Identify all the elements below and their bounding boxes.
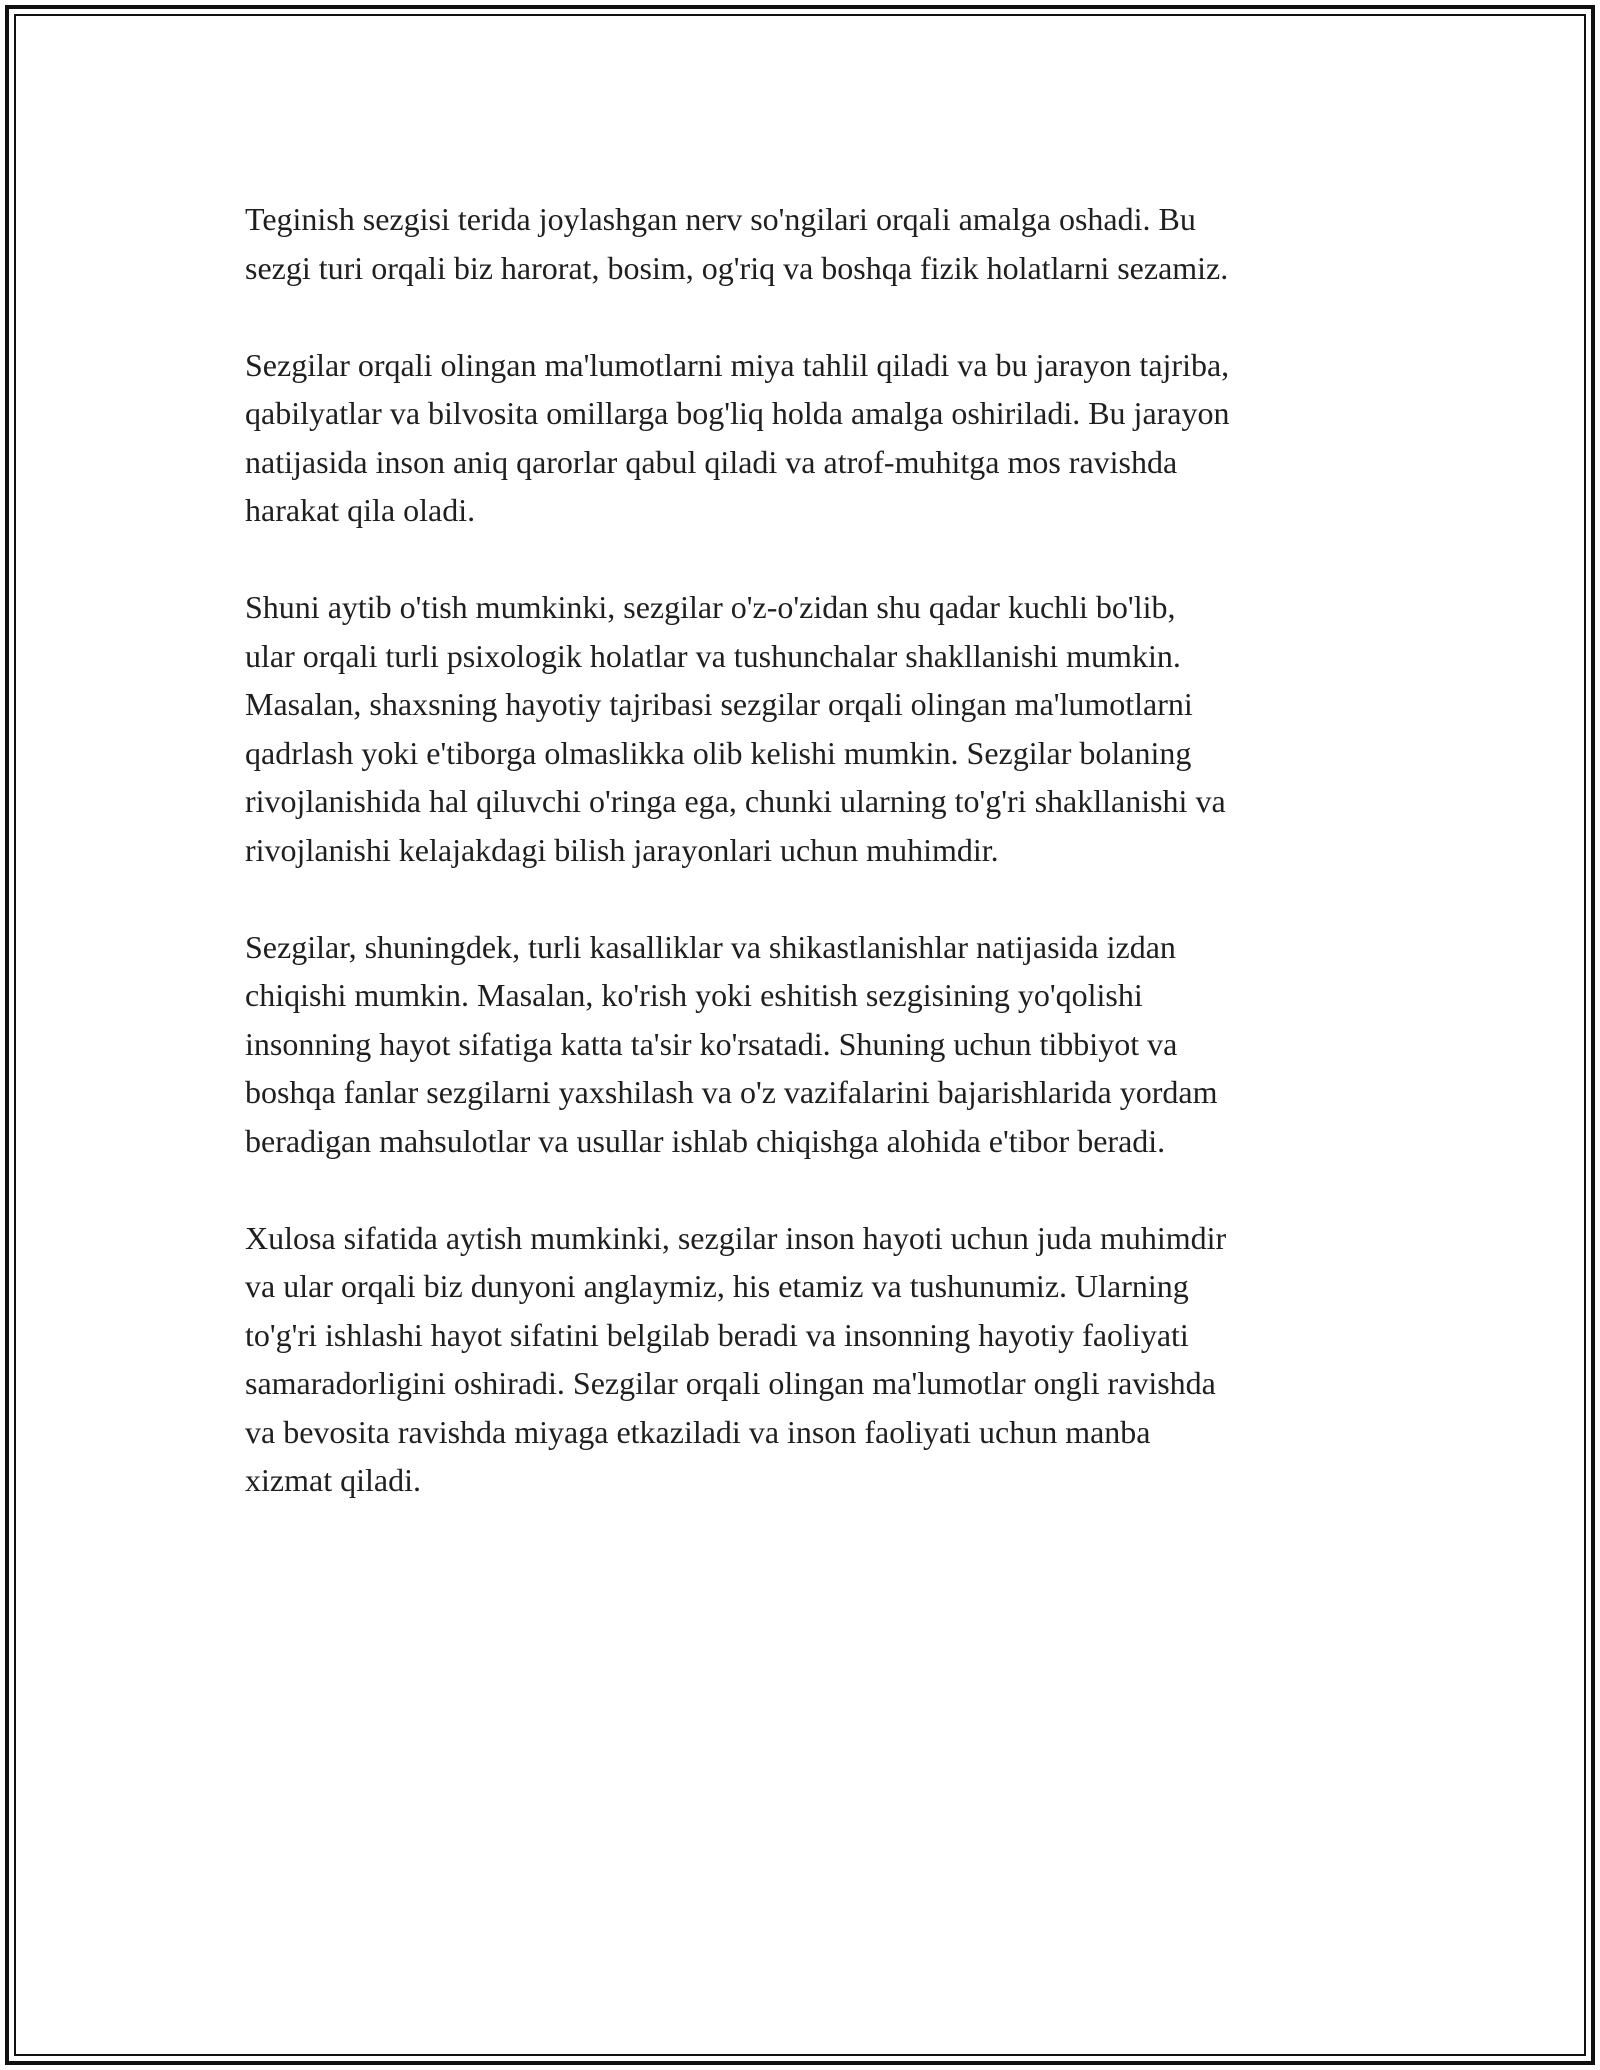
- text-line: qabilyatlar va bilvosita omillarga bog'liq holda amalga oshiriladi. Bu jarayon: [245, 395, 1230, 431]
- page-border: [5, 5, 1595, 2065]
- text-line: Masalan, shaxsning hayotiy tajribasi sezgilar orqali olingan ma'lumotlarni: [245, 686, 1193, 722]
- text-line: insonning hayot sifatiga katta ta'sir ko'rsatadi. Shuning uchun tibbiyot va: [245, 1025, 1178, 1062]
- text-line: samaradorligini oshiradi. Sezgilar orqali olingan ma'lumotlar ongli ravishda: [245, 1365, 1216, 1401]
- paragraph-4: [245, 923, 1395, 1166]
- text-line: Sezgilar orqali olingan ma'lumotlarni miya tahlil qiladi va bu jarayon tajriba,: [245, 346, 1230, 383]
- text-line: beradigan mahsulotlar va usullar ishlab chiqishga alohida e'tibor beradi.: [245, 1122, 1166, 1159]
- text-line: rivojlanishida hal qiluvchi o'ringa ega, chunki ularning to'g'ri shakllanishi va: [245, 783, 1226, 819]
- text-line: va ular orqali biz dunyoni anglaymiz, his etamiz va tushunumiz. Ularning: [245, 1268, 1189, 1304]
- text-line: Teginish sezgisi terida joylashgan nerv so'ngilari orqali amalga oshadi. Bu: [245, 201, 1196, 237]
- text-line: ular orqali turli psixologik holatlar va tushunchalar shakllanishi mumkin.: [245, 637, 1181, 674]
- text-line: Sezgilar, shuningdek, turli kasalliklar va shikastlanishlar natijasida izdan: [245, 928, 1176, 965]
- text-line: boshqa fanlar sezgilarni yaxshilash va o'z vazifalarini bajarishlarida yordam: [245, 1074, 1218, 1110]
- paragraph-5: [245, 1214, 1395, 1505]
- text-line: Shuni aytib o'tish mumkinki, sezgilar o'z-o'zidan shu qadar kuchli bo'lib,: [245, 589, 1176, 625]
- text-line: xizmat qiladi.: [245, 1462, 421, 1498]
- text-line: to'g'ri ishlashi hayot sifatini belgilab beradi va insonning hayotiy faoliyati: [245, 1316, 1189, 1353]
- paragraph-3: [245, 583, 1395, 874]
- text-line: rivojlanishi kelajakdagi bilish jarayonlari uchun muhimdir.: [245, 831, 999, 868]
- paragraph-2: [245, 341, 1395, 535]
- text-line: qadrlash yoki e'tiborga olmaslikka olib kelishi mumkin. Sezgilar bolaning: [245, 734, 1192, 771]
- text-line: sezgi turi orqali biz harorat, bosim, og'riq va boshqa fizik holatlarni sezamiz.: [245, 249, 1229, 286]
- text-line: harakat qila oladi.: [245, 492, 476, 528]
- text-line: Xulosa sifatida aytish mumkinki, sezgilar inson hayoti uchun juda muhimdir: [245, 1219, 1227, 1256]
- paragraph-1: [245, 195, 1395, 292]
- text-line: chiqishi mumkin. Masalan, ko'rish yoki eshitish sezgisining yo'qolishi: [245, 977, 1143, 1013]
- document-body: [245, 195, 1395, 1553]
- text-line: va bevosita ravishda miyaga etkaziladi va inson faoliyati uchun manba: [245, 1413, 1151, 1450]
- text-line: natijasida inson aniq qarorlar qabul qiladi va atrof-muhitga mos ravishda: [245, 443, 1178, 480]
